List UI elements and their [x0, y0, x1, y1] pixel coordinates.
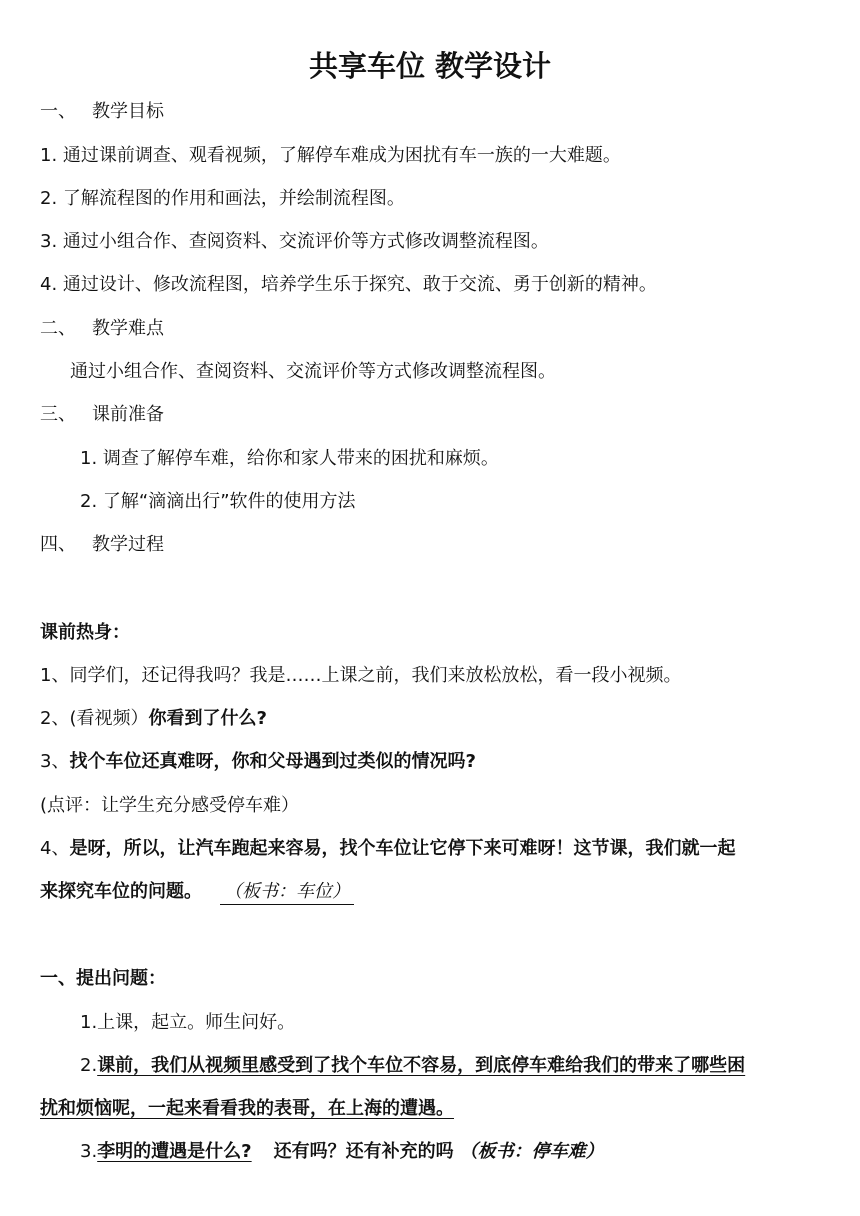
line-prefix: 2.: [80, 1055, 98, 1076]
part1-heading: 一、提出问题：: [40, 968, 166, 989]
section-label: 课前准备: [92, 404, 164, 425]
goal-item: 3. 通过小组合作、查阅资料、交流评价等方式修改调整流程图。: [40, 231, 549, 252]
warmup-line-2: [40, 706, 267, 732]
section-label: 教学难点: [92, 318, 164, 339]
part1-line-2-cont: [40, 1096, 454, 1122]
warmup-line-3: [40, 749, 476, 775]
document-title: 共享车位 教学设计: [308, 49, 552, 83]
goal-item: 2. 了解流程图的作用和画法，并绘制流程图。: [40, 188, 405, 209]
board-note: （板书：车位）: [220, 880, 354, 905]
section-heading-process: [40, 532, 164, 558]
board-note: （板书：停车难）: [459, 1141, 604, 1162]
section-number: 一、: [40, 101, 76, 122]
question-text: 你看到了什么?: [148, 708, 267, 729]
line-prefix: 4、: [40, 838, 70, 859]
section-label: 教学过程: [92, 534, 164, 555]
section-number: 三、: [40, 404, 76, 425]
difficulty-text: 通过小组合作、查阅资料、交流评价等方式修改调整流程图。: [70, 361, 556, 382]
warmup-line-4-cont: [40, 879, 354, 905]
prep-item: 1. 调查了解停车难，给你和家人带来的困扰和麻烦。: [80, 448, 499, 469]
statement-text: 课前，我们从视频里感受到了找个车位不容易，到底停车难给我们的带来了哪些困: [97, 1055, 746, 1076]
section-heading-difficulty: [40, 316, 164, 342]
part1-line-1: 1.上课，起立。师生问好。: [80, 1012, 296, 1033]
warmup-heading: 课前热身：: [40, 622, 130, 643]
section-number: 四、: [40, 534, 76, 555]
part1-line-2: [80, 1053, 745, 1079]
goal-item: 4. 通过设计、修改流程图，培养学生乐于探究、敢于交流、勇于创新的精神。: [40, 274, 657, 295]
statement-text: 扰和烦恼呢，一起来看看我的表哥，在上海的遭遇。: [40, 1098, 454, 1119]
section-heading-goals: [40, 99, 164, 125]
question-text: 李明的遭遇是什么?: [97, 1141, 252, 1162]
part1-line-3: [80, 1139, 604, 1165]
section-heading-prep: [40, 402, 164, 428]
statement-text: 来探究车位的问题。: [40, 881, 202, 902]
line-prefix: 3、: [40, 751, 70, 772]
line-prefix: 2、(看视频）: [40, 708, 149, 729]
section-number: 二、: [40, 318, 76, 339]
section-label: 教学目标: [92, 101, 164, 122]
prep-item: 2. 了解“滴滴出行”软件的使用方法: [80, 491, 356, 512]
warmup-line-1: 1、同学们，还记得我吗？我是……上课之前，我们来放松放松，看一段小视频。: [40, 665, 682, 686]
line-prefix: 3.: [80, 1141, 98, 1162]
comment-line: (点评：让学生充分感受停车难）: [40, 795, 300, 816]
follow-up-text: 还有吗？还有补充的吗: [273, 1141, 454, 1162]
statement-text: 是呀，所以，让汽车跑起来容易，找个车位让它停下来可难呀！这节课，我们就一起: [69, 838, 736, 859]
goal-item: 1. 通过课前调查、观看视频，了解停车难成为困扰有车一族的一大难题。: [40, 145, 621, 166]
warmup-line-4: [40, 836, 735, 862]
question-text: 找个车位还真难呀，你和父母遇到过类似的情况吗?: [69, 751, 476, 772]
